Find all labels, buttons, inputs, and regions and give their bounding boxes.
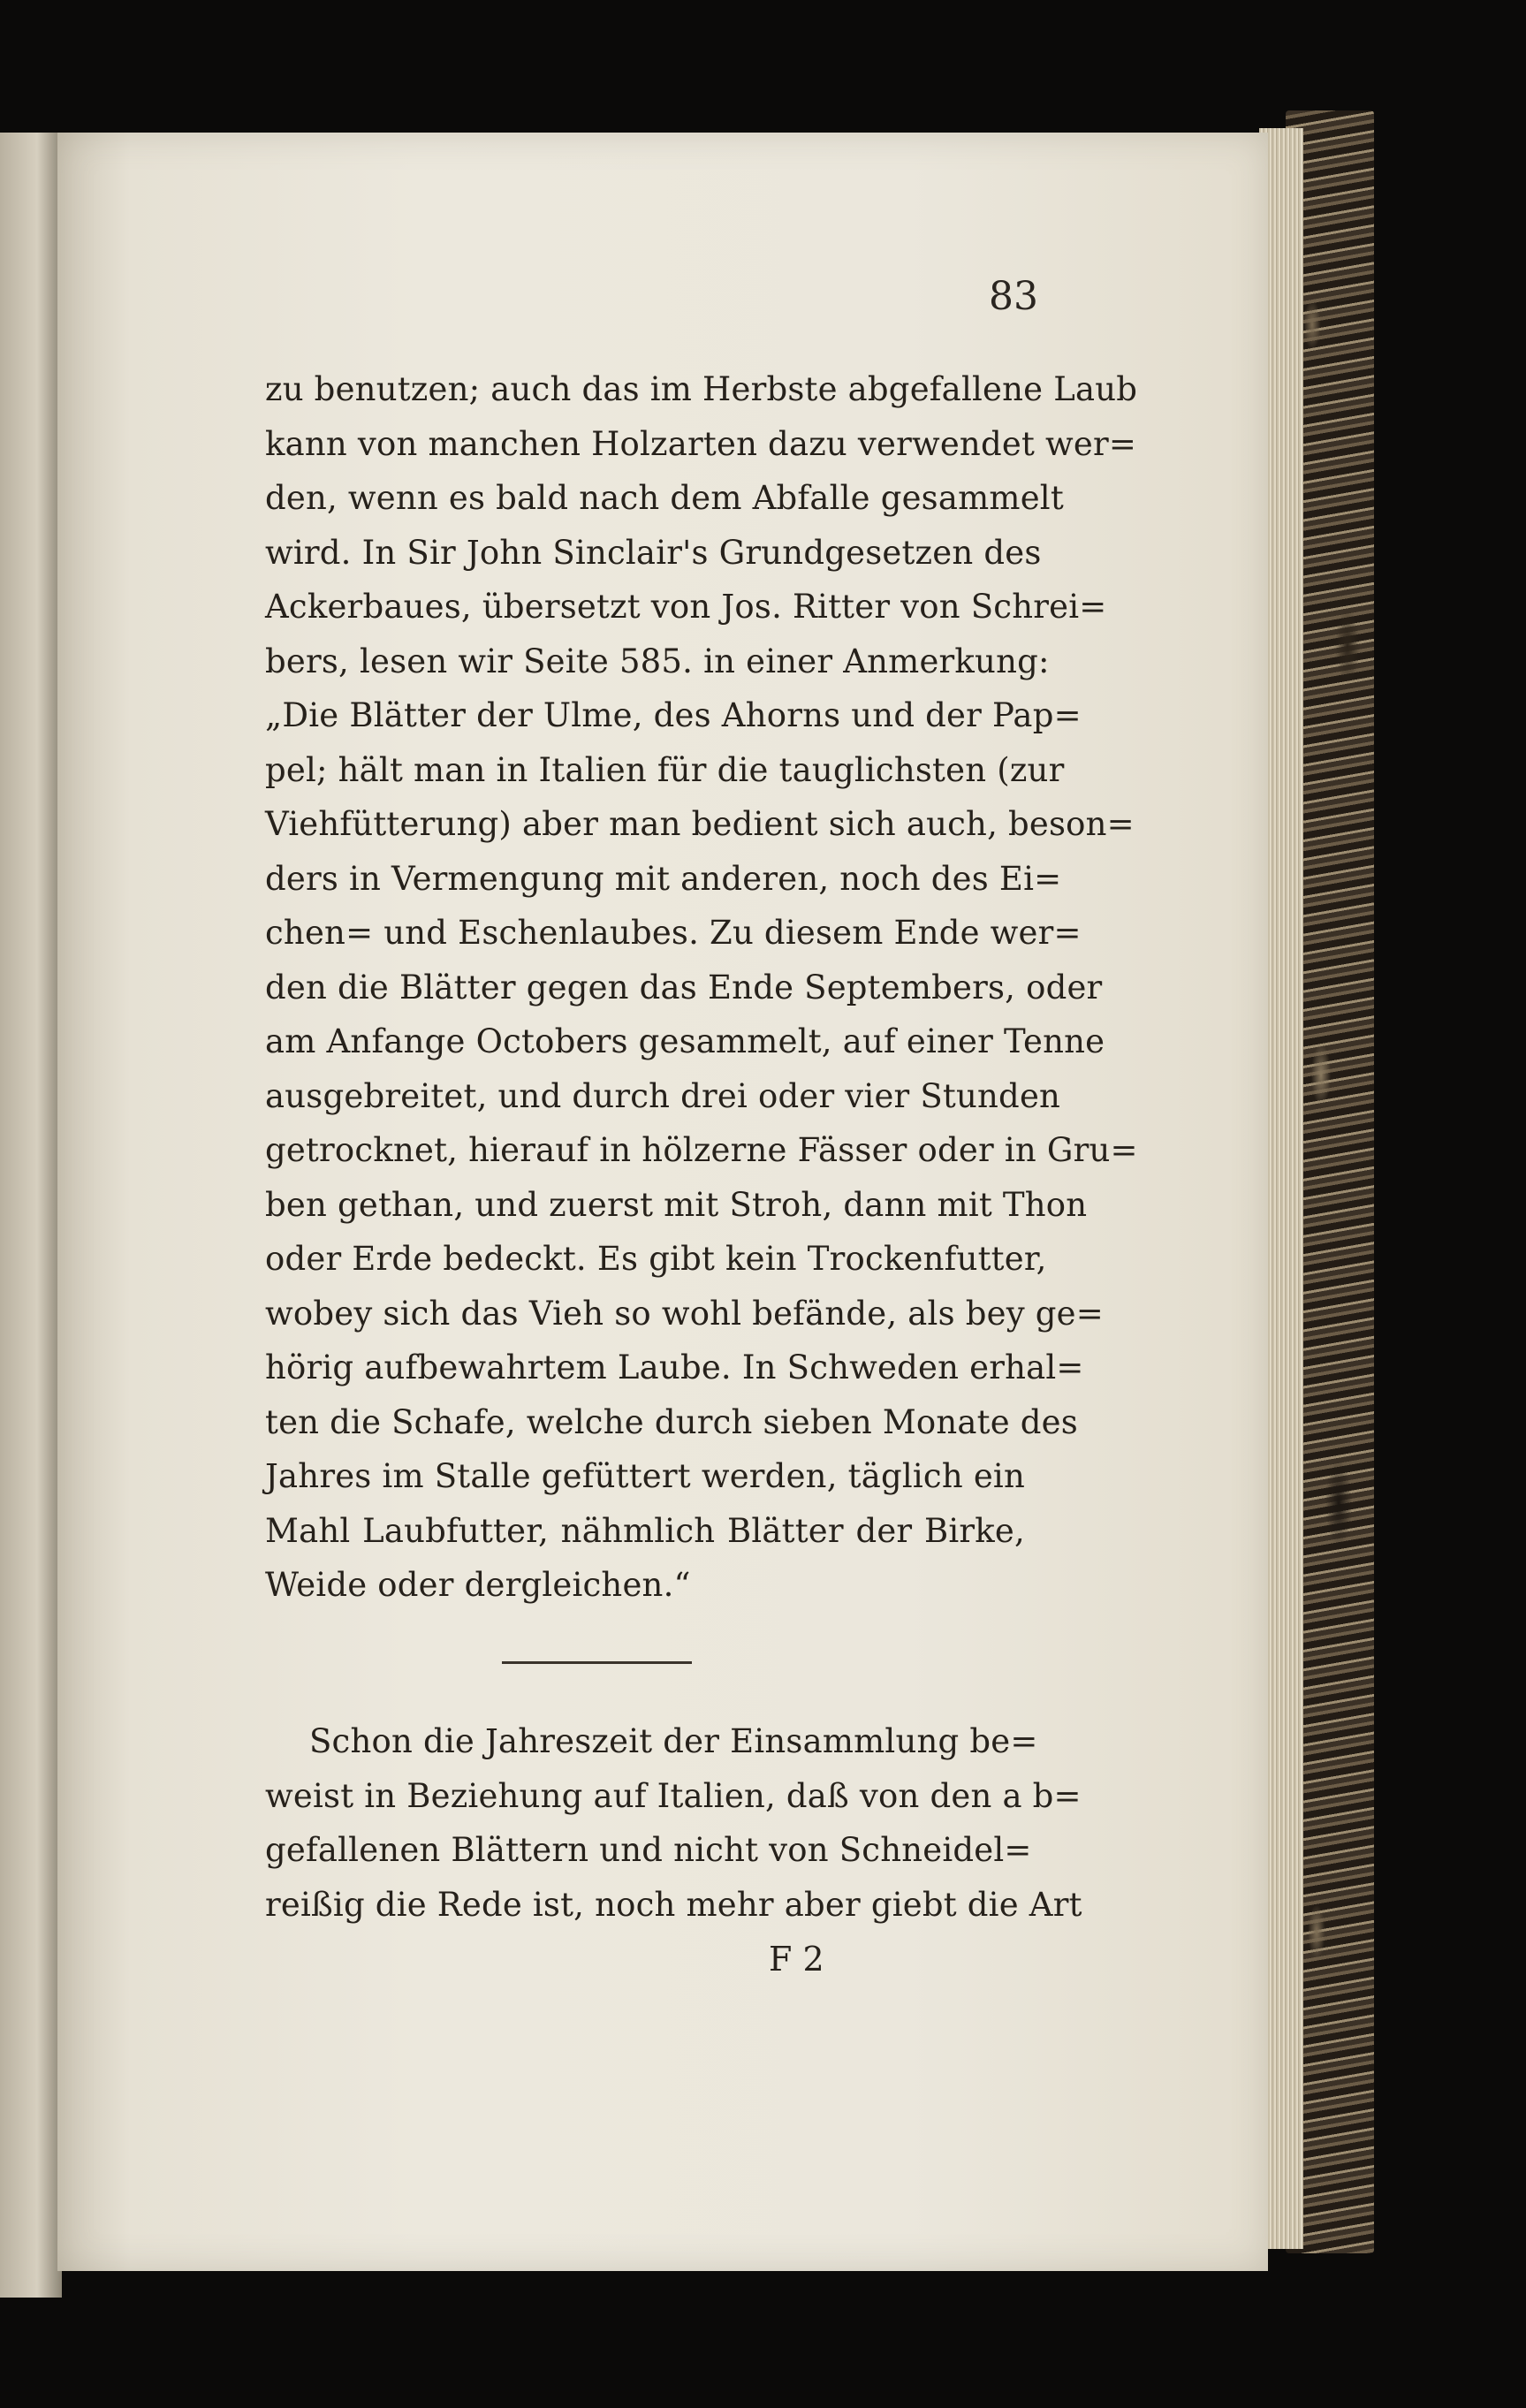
text-line: pel; hält man in Italien für die tauglichsten (zur xyxy=(265,750,1065,789)
text-line: wobey sich das Vieh so wohl befände, als bey ge= xyxy=(265,1294,1104,1333)
text-line: den, wenn es bald nach dem Abfalle gesammelt xyxy=(265,479,1064,517)
text-line: Mahl Laubfutter, nähmlich Blätter der Birke, xyxy=(265,1511,1025,1550)
text-line: Jahres im Stalle gefüttert werden, täglich ein xyxy=(265,1457,1025,1495)
section-divider xyxy=(502,1661,692,1664)
text-line: am Anfange Octobers gesammelt, auf einer Tenne xyxy=(265,1022,1105,1060)
text-line: Weide oder dergleichen.“ xyxy=(265,1566,691,1604)
text-line: Viehfütterung) aber man bedient sich auch, beson= xyxy=(265,805,1135,843)
text-line: reißig die Rede ist, noch mehr aber giebt die Art xyxy=(265,1885,1082,1924)
text-line: gefallenen Blättern und nicht von Schneidel= xyxy=(265,1831,1032,1869)
text-line: Schon die Jahreszeit der Einsammlung be= xyxy=(309,1722,1038,1760)
text-line: zu benutzen; auch das im Herbste abgefallene Laub xyxy=(265,370,1138,408)
text-line: wird. In Sir John Sinclair's Grundgesetzen des xyxy=(265,533,1042,572)
text-line: Ackerbaues, übersetzt von Jos. Ritter von Schrei= xyxy=(265,588,1107,626)
text-line: weist in Beziehung auf Italien, daß von den a b= xyxy=(265,1776,1082,1815)
text-line: hörig aufbewahrtem Laube. In Schweden erhal= xyxy=(265,1348,1084,1386)
text-line: „Die Blätter der Ulme, des Ahorns und der Pap= xyxy=(265,696,1082,734)
text-line: getrocknet, hierauf in hölzerne Fässer oder in Gru= xyxy=(265,1131,1138,1169)
paragraph-2 xyxy=(265,1714,1082,1932)
text-line: ausgebreitet, und durch drei oder vier Stunden xyxy=(265,1076,1061,1115)
text-line: ten die Schafe, welche durch sieben Monate des xyxy=(265,1402,1078,1441)
text-line: chen= und Eschenlaubes. Zu diesem Ende wer= xyxy=(265,914,1082,952)
text-line: oder Erde bedeckt. Es gibt kein Trockenfutter, xyxy=(265,1240,1047,1278)
page-number: 83 xyxy=(989,274,1038,319)
printer-signature: F 2 xyxy=(769,1940,824,1979)
text-line: bers, lesen wir Seite 585. in einer Anmerkung: xyxy=(265,642,1050,680)
facing-page-edge xyxy=(0,133,62,2298)
text-line: ben gethan, und zuerst mit Stroh, dann mit Thon xyxy=(265,1185,1088,1224)
text-line: kann von manchen Holzarten dazu verwendet wer= xyxy=(265,424,1137,463)
paragraph-1 xyxy=(265,362,1138,1613)
text-line: ders in Vermengung mit anderen, noch des Ei= xyxy=(265,859,1062,898)
text-line: den die Blätter gegen das Ende Septembers, oder xyxy=(265,968,1103,1006)
